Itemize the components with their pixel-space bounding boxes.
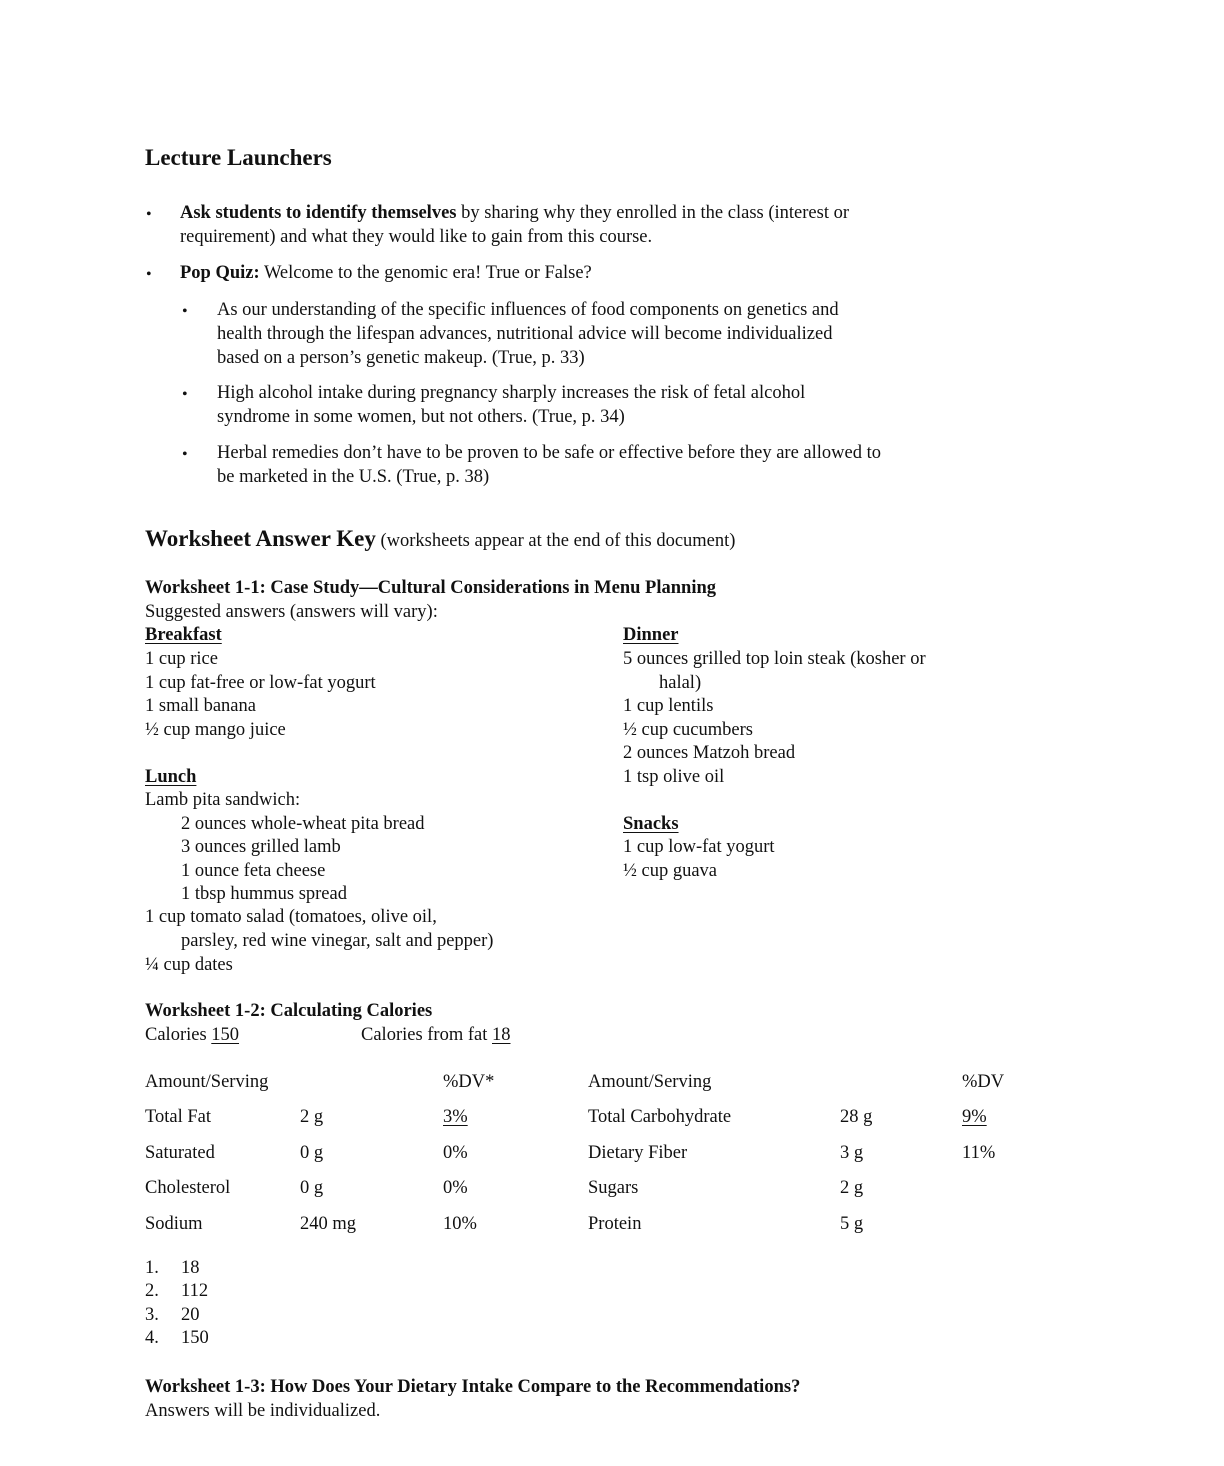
breakfast-item: ½ cup mango juice <box>145 720 286 740</box>
calories-value: 150 <box>211 1025 240 1045</box>
nutrient-name: Cholesterol <box>145 1178 231 1198</box>
dinner-item: 2 ounces Matzoh bread <box>623 743 796 763</box>
quiz-item-2-line-1: High alcohol intake during pregnancy sharply increases the risk of fetal alcohol <box>217 383 806 403</box>
nutrient-amount: 28 g <box>840 1107 873 1127</box>
nutrient-amount: 3 g <box>840 1143 864 1163</box>
dinner-steak-line-2: halal) <box>659 673 702 693</box>
calories-from-fat-row <box>361 1025 511 1046</box>
right-header-amount: Amount/Serving <box>588 1072 712 1092</box>
lunch-salad-line-2: parsley, red wine vinegar, salt and pepper) <box>181 931 494 951</box>
ws3-title: Worksheet 1-3: How Does Your Dietary Intake Compare to the Recommendations? <box>145 1377 801 1397</box>
bullet-icon: • <box>182 386 188 403</box>
answer-number: 3. <box>145 1305 159 1325</box>
breakfast-label: Breakfast <box>145 625 222 645</box>
ws3-text: Answers will be individualized. <box>145 1401 381 1421</box>
nutrient-dv: 9% <box>962 1107 987 1127</box>
bullet-icon: • <box>182 446 188 463</box>
lunch-salad-line-1: 1 cup tomato salad (tomatoes, olive oil, <box>145 907 437 927</box>
answer-key-note: (worksheets appear at the end of this document) <box>375 531 736 551</box>
nutrient-dv: 0% <box>443 1178 468 1198</box>
answer-number: 4. <box>145 1328 159 1348</box>
quiz-item-1-line-2: health through the lifespan advances, nutritional advice will become individualized <box>217 324 833 344</box>
left-header-dv: %DV* <box>443 1072 495 1092</box>
lunch-sub-item: 3 ounces grilled lamb <box>181 837 341 857</box>
nutrient-dv: 0% <box>443 1143 468 1163</box>
ws1-intro: Suggested answers (answers will vary): <box>145 602 438 622</box>
answer-value: 20 <box>181 1305 200 1325</box>
answer-value: 150 <box>181 1328 209 1348</box>
calories-label: Calories <box>145 1025 212 1045</box>
lecture-launchers-heading: Lecture Launchers <box>145 145 332 170</box>
nutrient-amount: 5 g <box>840 1214 864 1234</box>
lunch-sub-item: 1 ounce feta cheese <box>181 861 326 881</box>
bullet-icon: • <box>146 266 152 283</box>
quiz-item-1-line-1: As our understanding of the specific influences of food components on genetics and <box>217 300 839 320</box>
snacks-label: Snacks <box>623 814 679 834</box>
answer-value: 18 <box>181 1258 200 1278</box>
dinner-label: Dinner <box>623 625 679 645</box>
lunch-label: Lunch <box>145 767 197 787</box>
nutrient-name: Total Fat <box>145 1107 212 1127</box>
ws1-title: Worksheet 1-1: Case Study—Cultural Considerations in Menu Planning <box>145 578 716 598</box>
fat-label: Calories from fat <box>361 1025 492 1045</box>
nutrient-amount: 2 g <box>840 1178 864 1198</box>
lunch-line: Lamb pita sandwich: <box>145 790 301 810</box>
left-header-amount: Amount/Serving <box>145 1072 269 1092</box>
right-header-dv: %DV <box>962 1072 1005 1092</box>
nutrient-amount: 0 g <box>300 1178 324 1198</box>
answer-key-heading-row <box>145 526 735 552</box>
nutrient-name: Protein <box>588 1214 642 1234</box>
nutrient-dv: 10% <box>443 1214 477 1234</box>
breakfast-item: 1 cup rice <box>145 649 218 669</box>
pop-quiz-label: Pop Quiz: <box>180 263 260 283</box>
nutrient-amount: 2 g <box>300 1107 324 1127</box>
pop-quiz-text: Welcome to the genomic era! True or False? <box>259 263 592 283</box>
quiz-item-3-line-1: Herbal remedies don’t have to be proven to be safe or effective before they are allowed to <box>217 443 882 463</box>
fat-value: 18 <box>492 1025 511 1045</box>
answer-key-heading: Worksheet Answer Key <box>145 526 376 551</box>
lunch-dates: ¼ cup dates <box>145 955 233 975</box>
nutrient-dv: 3% <box>443 1107 468 1127</box>
dinner-steak-line-1: 5 ounces grilled top loin steak (kosher or <box>623 649 926 669</box>
calories-row <box>145 1025 239 1046</box>
dinner-item: 1 tsp olive oil <box>623 767 725 787</box>
quiz-item-3-line-2: be marketed in the U.S. (True, p. 38) <box>217 467 490 487</box>
bullet-1-line-2: requirement) and what they would like to gain from this course. <box>180 227 653 247</box>
snack-item: 1 cup low-fat yogurt <box>623 837 775 857</box>
snack-item: ½ cup guava <box>623 861 718 881</box>
nutrient-name: Total Carbohydrate <box>588 1107 732 1127</box>
nutrient-amount: 240 mg <box>300 1214 357 1234</box>
bullet-1-line-1 <box>180 203 849 224</box>
answer-number: 1. <box>145 1258 159 1278</box>
dinner-item: 1 cup lentils <box>623 696 714 716</box>
lunch-sub-item: 2 ounces whole-wheat pita bread <box>181 814 425 834</box>
bullet-1-bold: Ask students to identify themselves <box>180 203 457 223</box>
quiz-item-2-line-2: syndrome in some women, but not others. (True, p. 34) <box>217 407 625 427</box>
lunch-sub-item: 1 tbsp hummus spread <box>181 884 347 904</box>
bullet-icon: • <box>182 303 188 320</box>
answer-value: 112 <box>181 1281 209 1301</box>
nutrient-dv: 11% <box>962 1143 996 1163</box>
nutrient-name: Saturated <box>145 1143 215 1163</box>
bullet-1-text: by sharing why they enrolled in the class (interest or <box>456 203 849 223</box>
nutrient-name: Dietary Fiber <box>588 1143 688 1163</box>
dinner-item: ½ cup cucumbers <box>623 720 753 740</box>
answer-number: 2. <box>145 1281 159 1301</box>
breakfast-item: 1 cup fat-free or low-fat yogurt <box>145 673 376 693</box>
breakfast-item: 1 small banana <box>145 696 256 716</box>
nutrient-name: Sugars <box>588 1178 639 1198</box>
bullet-icon: • <box>146 206 152 223</box>
nutrient-name: Sodium <box>145 1214 203 1234</box>
ws2-title: Worksheet 1-2: Calculating Calories <box>145 1001 433 1021</box>
quiz-item-1-line-3: based on a person’s genetic makeup. (True, p. 33) <box>217 348 585 368</box>
bullet-2-line <box>180 263 592 284</box>
nutrient-amount: 0 g <box>300 1143 324 1163</box>
